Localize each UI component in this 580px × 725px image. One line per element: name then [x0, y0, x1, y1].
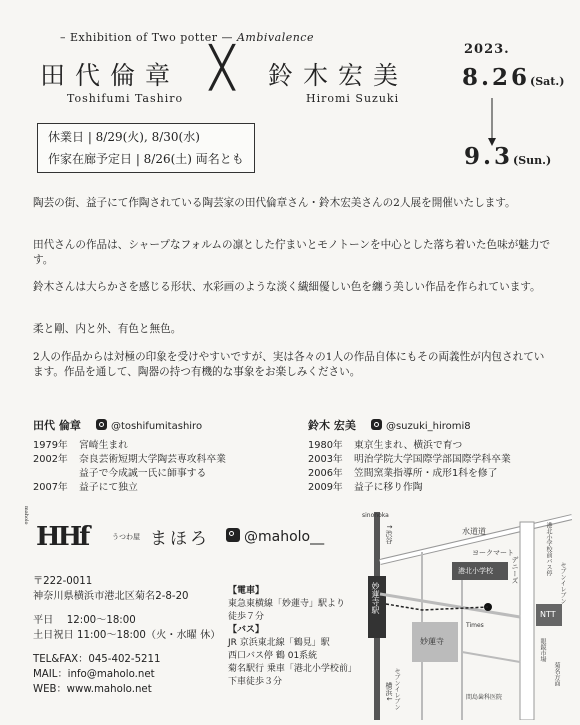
artist1-name-en: Toshifumi Tashiro — [67, 92, 184, 105]
shop-name: まほろ — [150, 529, 210, 549]
profile1-name: 田代 倫章 — [33, 419, 81, 432]
year: 2023. — [464, 42, 510, 57]
train-line2: 徒歩７分 — [228, 612, 265, 622]
shop-logo-mark: HHf — [36, 522, 88, 552]
description-5: 2人の作品からは対極の印象を受けやすいですが、実は各々の1人の作品自体にもその両義性が内包されています。作品を通して、陶器の持つ有機的な事象をお楽しみください。 — [33, 351, 545, 378]
end-date-number: 9.3 — [464, 143, 514, 170]
closed-days: 休業日 | 8/29(火), 8/30(水) — [48, 130, 200, 144]
exhibition-prefix: – Exhibition of Two potter — — [60, 31, 233, 44]
profile-suzuki — [308, 414, 568, 495]
instagram-icon — [96, 419, 107, 430]
profile1-instagram[interactable]: @toshifumitashiro — [110, 421, 203, 432]
map-label-school: 港北小学校 — [458, 567, 493, 575]
shop-info — [33, 574, 220, 697]
map-label-yokohama: 横浜↓ — [385, 682, 393, 702]
map-label-times: Times — [466, 622, 484, 629]
hours-weekend: 土日祝日 11:00～18:00（火・水曜 休） — [33, 630, 221, 641]
profile2-instagram[interactable]: @suzuki_hiromi8 — [385, 421, 471, 432]
profile1-history — [33, 439, 293, 495]
map-label-suido: 水道道 — [462, 527, 486, 536]
notice-box — [37, 123, 255, 173]
bus-line4: 下車徒歩３分 — [228, 677, 283, 687]
map-label-station: 妙蓮寺駅 — [371, 582, 380, 614]
map-label-seven2: セブンイレブン — [393, 668, 400, 710]
map-label-dental: 間島歯科医院 — [466, 694, 503, 701]
address: 神奈川県横浜市港北区菊名2-8-20 — [33, 591, 189, 602]
access-map — [362, 512, 572, 720]
profile2-history — [308, 439, 568, 495]
train-line1: 東急東横線「妙蓮寺」駅より — [228, 599, 346, 609]
description-2: 田代さんの作品は、シャープなフォルムの凛とした佇まいとモノトーンを中心とした落ち着いた色味が魅力です。 — [33, 239, 551, 266]
start-date-number: 8.26 — [462, 64, 531, 91]
history-item: 2007年 益子にて独立 — [33, 482, 138, 493]
exhibition-theme: Ambivalence — [236, 31, 314, 44]
history-item: 1980年 東京生まれ、横浜で育つ — [308, 440, 463, 451]
history-item: 益子で今成誠一氏に師事する — [79, 468, 207, 479]
bus-line2: 西口バス停 鶴 01系統 — [228, 651, 318, 661]
map-label-bus-stop: 港北小学校前バス停 — [545, 522, 552, 576]
web[interactable]: WEB：www.maholo.net — [33, 684, 152, 695]
tel: TEL&FAX：045-402-5211 — [33, 654, 161, 665]
artist-attendance: 作家在廊予定日 | 8/26(土) 両名とも — [48, 152, 244, 166]
artist2-name-jp: 鈴木宏美 — [268, 61, 409, 90]
cross-mark: ╳ — [210, 45, 235, 91]
shop-instagram[interactable]: @maholo__ — [244, 529, 325, 545]
bus-line3: 菊名駅行 乗車「港北小学校前」 — [228, 664, 357, 674]
date-arrow — [486, 98, 498, 148]
history-item: 2003年 明治学院大学国際学部国際学科卒業 — [308, 454, 511, 465]
description-4: 柔と剛、内と外、有色と無色。 — [33, 323, 182, 335]
end-date-day: (Sun.) — [513, 154, 552, 167]
history-item: 1979年 宮崎生まれ — [33, 440, 128, 451]
access-info — [228, 585, 357, 689]
map-label-kikuna: 菊名方面 — [553, 662, 560, 686]
map-label-seven1: セブンイレブン — [559, 562, 566, 604]
mail[interactable]: MAIL：info@maholo.net — [33, 669, 155, 680]
profile-tashiro — [33, 414, 293, 495]
history-item: 2002年 奈良芸術短期大学陶芸専攻科卒業 — [33, 454, 226, 465]
exhibition-subtitle — [60, 31, 314, 44]
map-label-denny: デニーズ — [511, 556, 519, 584]
artist1-name-jp: 田代倫章 — [40, 61, 181, 90]
description-1: 陶芸の街、益子にて作陶されている陶芸家の田代倫章さん・鈴木宏美さんの2人展を開催いたします。 — [33, 197, 516, 209]
bus-line1: JR 京浜東北線「鶴見」駅 — [228, 638, 330, 648]
map-label-eyeshop: 眼鏡市場 — [539, 638, 546, 662]
instagram-icon — [226, 528, 240, 542]
map-label-sinonoka: sinonoka — [362, 512, 389, 519]
start-date — [462, 64, 564, 91]
artist2-name-en: Hiromi Suzuki — [306, 92, 400, 105]
map-label-shibuya: ↑渋谷 — [385, 524, 393, 544]
profile2-name: 鈴木 宏美 — [308, 419, 356, 432]
history-item: 2006年 笠間窯業指導所・成形1科を修了 — [308, 468, 498, 479]
map-label-ntt: NTT — [540, 610, 556, 619]
hours-weekday: 平日 12:00～18:00 — [33, 615, 136, 626]
map-label-york: ヨークマート — [472, 549, 514, 557]
shop-instagram-block — [226, 528, 324, 545]
postal-code: 〒222-0011 — [33, 576, 93, 587]
history-item: 2009年 益子に移り作陶 — [308, 482, 423, 493]
shop-label: うつわ屋 — [112, 533, 140, 541]
train-header: 【電車】 — [228, 586, 265, 596]
instagram-icon — [371, 419, 382, 430]
logo-small-text: maholo — [23, 506, 29, 525]
description-3: 鈴木さんは大らかさを感じる形状、水彩画のような淡く繊細優しい色を纏う美しい作品を作られています。 — [33, 281, 541, 293]
start-date-day: (Sat.) — [530, 75, 565, 88]
bus-header: 【バス】 — [228, 625, 265, 635]
end-date — [464, 143, 551, 170]
map-label-temple: 妙蓮寺 — [420, 637, 444, 646]
